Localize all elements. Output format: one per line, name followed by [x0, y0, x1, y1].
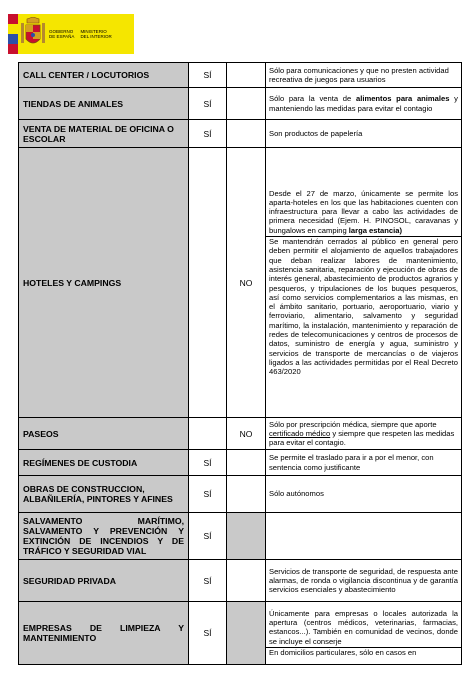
notes-paragraph: En domicilios particulares, sólo en casos en [266, 647, 461, 657]
notes-text: Sólo para la venta de [269, 94, 356, 104]
no-cell [227, 476, 266, 513]
table-row [19, 148, 462, 418]
no-cell: NO [227, 148, 266, 418]
table-row [19, 513, 462, 560]
notes-cell [266, 602, 462, 665]
header-logo [8, 14, 134, 54]
activity-name: CALL CENTER / LOCUTORIOS [19, 63, 189, 88]
notes-text: Servicios de transporte de seguridad, de respuesta ante alarmas, de ronda o vigilancia discontinua y de garantía servicios esenciales y abastecimiento [269, 566, 458, 595]
notes-cell [266, 120, 462, 148]
no-cell [227, 513, 266, 560]
notes-paragraph: Se mantendrán cerrados al público en general pero deben permitir el alojamiento de aquellos trabajadores que deban realizar labores de mantenimiento, asistencia sanitaria, reparación y ejecución de obras de interés general, abastecimiento de productos agrarios y pesqueros, y tripulaciones de los buques pesqueros, así como servicios complementarios a las mismas, en el ámbito sanitario, portuario, aeroportuario, viario y ferroviario, alimentario, salvamento y seguridad marítimo, la instalación, mantenimiento y reparación de redes de telecomunicaciones y centros de procesos de datos, suministro de energía y agua, suministro y servicios de transporte de mercancías o de viajeros ligados a las actividades permitidas por el Real Decreto 463/2020 [266, 236, 461, 376]
notes-text: Sólo autónomos [269, 489, 324, 499]
notes-cell [266, 418, 462, 450]
notes-cell [266, 148, 462, 418]
si-cell [189, 148, 227, 418]
flag-stripe-red [8, 44, 18, 54]
activity-name: TIENDAS DE ANIMALES [19, 88, 189, 120]
table-row [19, 88, 462, 120]
notes-cell [266, 63, 462, 88]
notes-text: Desde el 27 de marzo, únicamente se permite los aparta-hoteles en los que las habitaciones cuenten con infraestructura para llevar a cabo las actividades de primera necesidad (Ejem. H. PINOSOL, caravanas y bungalows en camping [269, 188, 458, 235]
notes-cell [266, 450, 462, 476]
no-cell [227, 88, 266, 120]
notes-cell [266, 476, 462, 513]
table-row [19, 602, 462, 665]
no-cell [227, 602, 266, 665]
flag-stripe-yellow [8, 24, 18, 34]
activities-table [18, 62, 462, 665]
activity-name: OBRAS DE CONSTRUCCION, ALBAÑILERÍA, PINTORES Y AFINES [19, 476, 189, 513]
table-row [19, 560, 462, 602]
notes-text: Son productos de papelería [269, 128, 363, 138]
no-cell: NO [227, 418, 266, 450]
coat-of-arms-icon [20, 17, 46, 51]
notes-cell [266, 513, 462, 560]
activity-name: VENTA DE MATERIAL DE OFICINA O ESCOLAR [19, 120, 189, 148]
notes-paragraph: Únicamente para empresas o locales autorizada la apertura (centros médicos, veterinarias, farmacias, estancos...). También en comunidad de vecinos, donde se incluye el conserje [269, 608, 458, 646]
si-cell: SÍ [189, 450, 227, 476]
ministry-line-1: MINISTERIO [80, 29, 107, 34]
activity-name: HOTELES Y CAMPINGS [19, 148, 189, 418]
no-cell [227, 120, 266, 148]
gov-line-2: DE ESPAÑA [49, 34, 75, 39]
government-logo [18, 14, 134, 54]
table-row [19, 418, 462, 450]
si-cell [189, 418, 227, 450]
notes-text: Sólo por prescripción médica, siempre que aporte [269, 419, 437, 429]
no-cell [227, 560, 266, 602]
ministry-label [80, 29, 111, 39]
flag-stripe-blue [8, 34, 18, 44]
table-row [19, 450, 462, 476]
notes-bold-text: alimentos para animales [356, 94, 450, 104]
activity-name: REGÍMENES DE CUSTODIA [19, 450, 189, 476]
notes-text: Sólo para comunicaciones y que no presten actividad recreativa de juegos para usuarios [269, 65, 449, 84]
spain-flag-icon [8, 14, 18, 54]
si-cell: SÍ [189, 120, 227, 148]
si-cell: SÍ [189, 63, 227, 88]
notes-underlined-text: certificado médico [269, 428, 331, 438]
activity-name: SALVAMENTO MARÍTIMO, SALVAMENTO Y PREVENCIÓN Y EXTINCIÓN DE INCENDIOS Y DE TRÁFICO Y SEGURIDAD VIAL [19, 513, 189, 560]
notes-cell [266, 560, 462, 602]
table-row [19, 476, 462, 513]
no-cell [227, 63, 266, 88]
si-cell: SÍ [189, 560, 227, 602]
notes-cell [266, 88, 462, 120]
notes-text: y siempre que respeten las medidas para evitar el contagio. [269, 428, 455, 448]
notes-text: Se permite el traslado para ir a por el menor, con sentencia como justificante [269, 453, 434, 472]
notes-paragraph [269, 189, 458, 235]
table-row [19, 120, 462, 148]
gov-line-1: GOBIERNO [49, 29, 74, 34]
ministry-line-2: DEL INTERIOR [80, 34, 112, 39]
notes-bold-text: larga estancia) [348, 225, 402, 235]
table-row [19, 63, 462, 88]
flag-stripe-red [8, 14, 18, 24]
no-cell [227, 450, 266, 476]
activity-name: PASEOS [19, 418, 189, 450]
si-cell: SÍ [189, 476, 227, 513]
si-cell: SÍ [189, 513, 227, 560]
government-label [49, 29, 74, 39]
si-cell: SÍ [189, 88, 227, 120]
activity-name: SEGURIDAD PRIVADA [19, 560, 189, 602]
activity-name: EMPRESAS DE LIMPIEZA Y MANTENIMIENTO [19, 602, 189, 665]
si-cell: SÍ [189, 602, 227, 665]
notes-text: y manteniendo las medidas para evitar el contagio [269, 94, 458, 113]
